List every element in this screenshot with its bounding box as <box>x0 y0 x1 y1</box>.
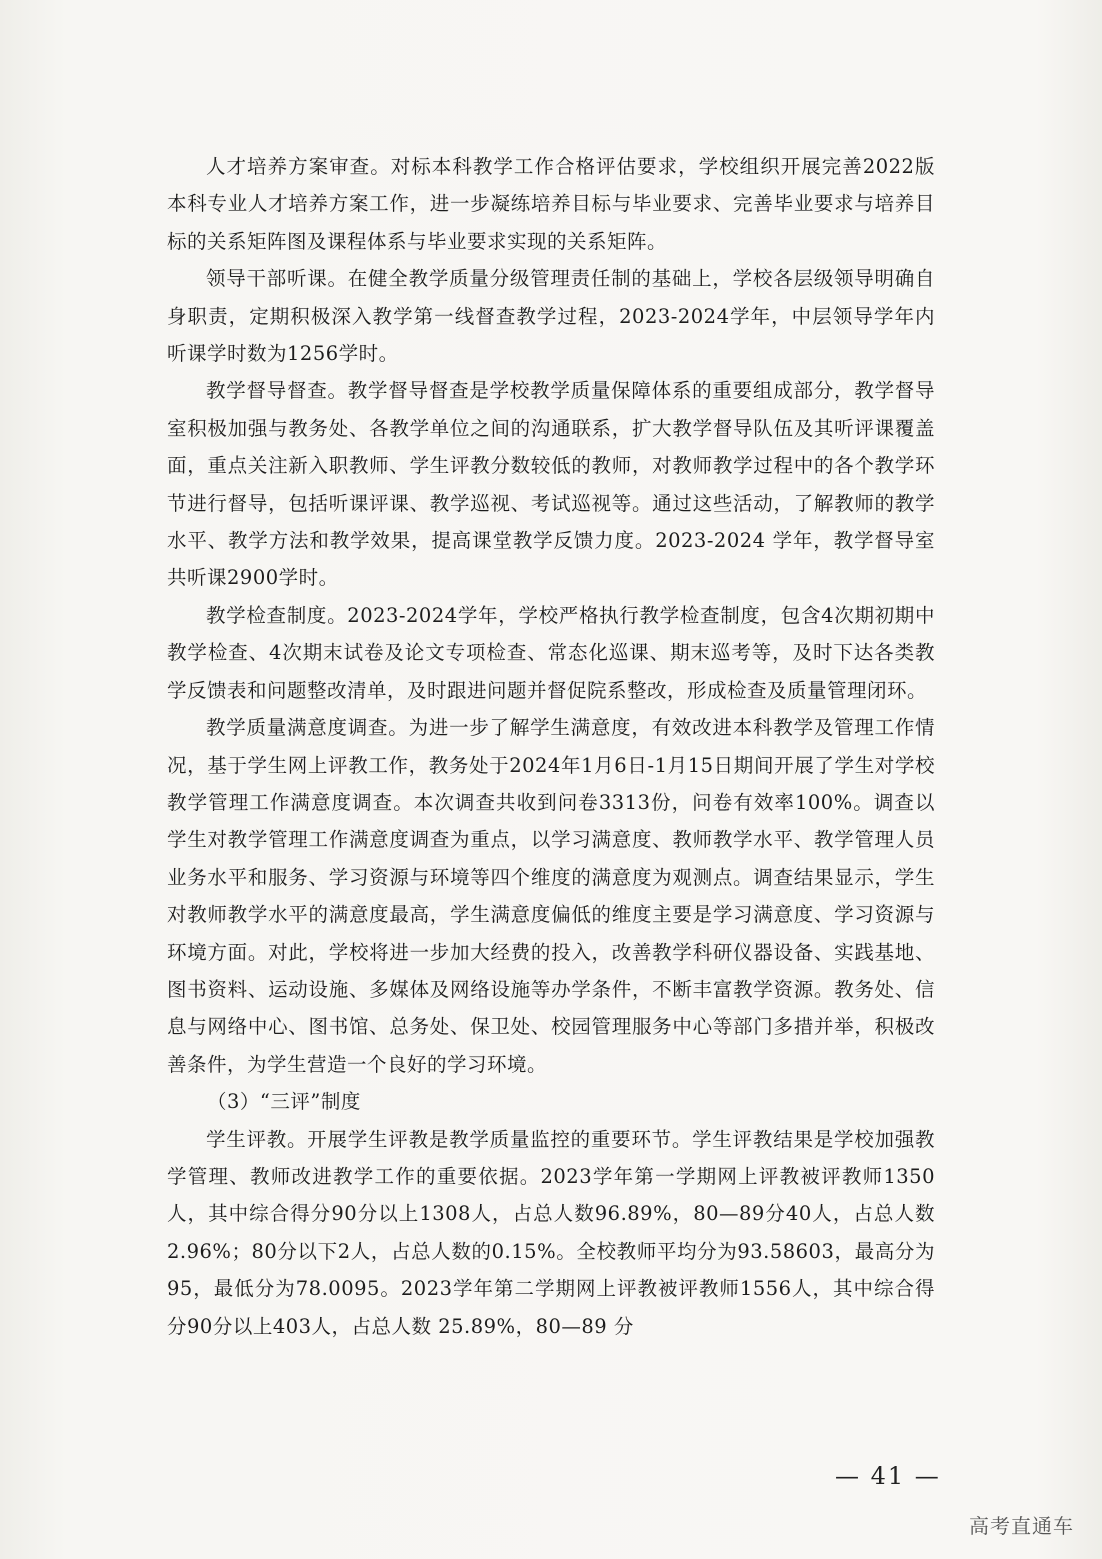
paragraph-student-evaluation: 学生评教。开展学生评教是教学质量监控的重要环节。学生评教结果是学校加强教学管理、教师改进教学工作的重要依据。2023学年第一学期网上评教被评教师1350人，其中综合得分90分以上1308人，占总人数96.89%，80—89分40人，占总人数2.96%；80分以下2人，占总人数的0.15%。全校教师平均分为93.58603，最高分为95，最低分为78.0095。2023学年第二学期网上评教被评教师1556人，其中综合得分90分以上403人，占总人数 25.89%，80—89 分 <box>167 1127 935 1338</box>
paragraph-training-plan-review: 人才培养方案审查。对标本科教学工作合格评估要求，学校组织开展完善2022版本科专业人才培养方案工作，进一步凝练培养目标与毕业要求、完善毕业要求与培养目标的关系矩阵图及课程体系与毕业要求实现的关系矩阵。 <box>167 155 935 253</box>
section-subheading: （3）“三评”制度 <box>207 1090 361 1114</box>
paragraph-teaching-supervision: 教学督导督查。教学督导督查是学校教学质量保障体系的重要组成部分，教学督导室积极加强与教务处、各教学单位之间的沟通联系，扩大教学督导队伍及其听评课覆盖面，重点关注新入职教师、学生评教分数较低的教师，对教师教学过程中的各个教学环节进行督导，包括听课评课、教学巡视、考试巡视等。通过这些活动，了解教师的教学水平、教学方法和教学效果，提高课堂教学反馈力度。2023-2024 学年，教学督导室共听课2900学时。 <box>167 379 935 590</box>
paragraph-leader-lecture-attendance: 领导干部听课。在健全教学质量分级管理责任制的基础上，学校各层级领导明确自身职责，定期积极深入教学第一线督查教学过程，2023-2024学年，中层领导学年内听课学时数为1256学时。 <box>167 267 935 366</box>
watermark-text: 高考直通车 <box>969 1514 1074 1538</box>
page-body <box>167 148 935 1345</box>
paragraph-satisfaction-survey: 教学质量满意度调查。为进一步了解学生满意度，有效改进本科教学及管理工作情况，基于学生网上评教工作，教务处于2024年1月6日-1月15日期间开展了学生对学校教学管理工作满意度调查。本次调查共收到问卷3313份，问卷有效率100%。调查以学生对教学管理工作满意度调查为重点，以学习满意度、教师教学水平、教学管理人员业务水平和服务、学习资源与环境等四个维度的满意度为观测点。调查结果显示，学生对教师教学水平的满意度最高，学生满意度偏低的维度主要是学习满意度、学习资源与环境方面。对此，学校将进一步加大经费的投入，改善教学科研仪器设备、实践基地、图书资料、运动设施、多媒体及网络设施等办学条件，不断丰富教学资源。教务处、信息与网络中心、图书馆、总务处、保卫处、校园管理服务中心等部门多措并举，积极改善条件，为学生营造一个良好的学习环境。 <box>167 716 935 1076</box>
page-number: — 41 — <box>835 1462 941 1490</box>
paragraph-teaching-inspection: 教学检查制度。2023-2024学年，学校严格执行教学检查制度，包含4次期初期中教学检查、4次期末试卷及论文专项检查、常态化巡课、期末巡考等，及时下达各类教学反馈表和问题整改清单，及时跟进问题并督促院系整改，形成检查及质量管理闭环。 <box>167 603 935 702</box>
